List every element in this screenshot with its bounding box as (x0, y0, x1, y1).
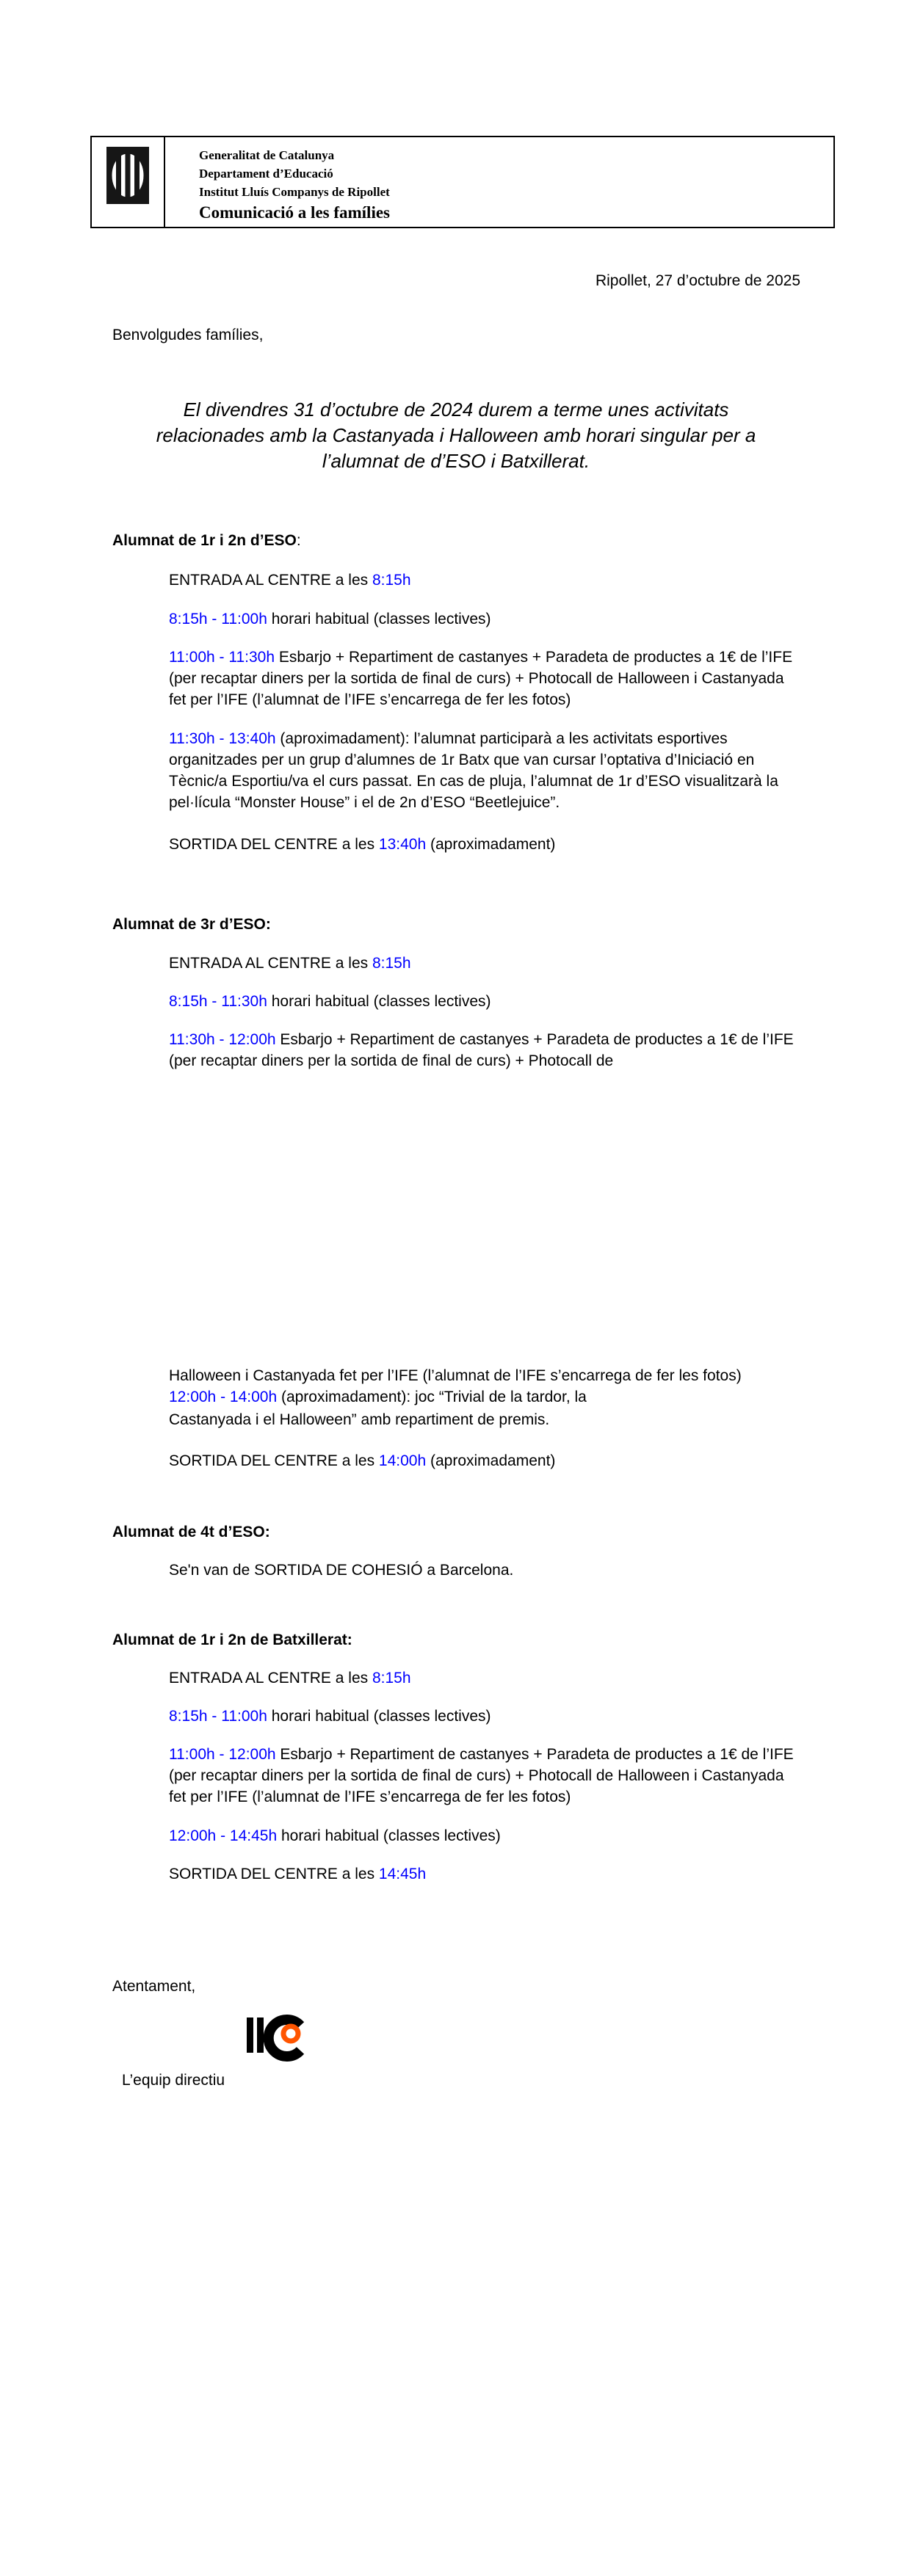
item-text: (aproximadament) (426, 1452, 556, 1469)
header-text (165, 137, 390, 227)
time-range: 14:45h (378, 1866, 427, 1882)
item-text: Se'n van de SORTIDA DE COHESIÓ a Barcelona. (169, 1562, 514, 1579)
item-text: SORTIDA DEL CENTRE a les (169, 1452, 379, 1469)
time-range: 11:30h - 13:40h (169, 730, 276, 747)
item-text: Esbarjo + Repartiment de castanyes + Paradeta de productes a 1€ de l’IFE (per recaptar diners per la sortida de final de curs) + Photocall de Halloween i Castanyada fet per l’IFE (l’alumnat de l’IFE s’encarrega de fer les fotos) (169, 649, 793, 708)
item-text: horari habitual (classes lectives) (267, 611, 491, 627)
doc-type-title: Comunicació a les famílies (199, 203, 390, 222)
schedule-item (169, 570, 804, 591)
section-heading-batxillerat (112, 1629, 912, 1651)
item-text: ENTRADA AL CENTRE a les (169, 572, 372, 589)
time-range: 8:15h (372, 1670, 411, 1687)
schedule-item (169, 728, 804, 813)
item-text: horari habitual (classes lectives) (267, 1708, 491, 1725)
org-line-departament: Departament d’Educació (199, 167, 333, 181)
time-range: 8:15h (372, 955, 411, 972)
salutation: Benvolgudes famílies, (112, 327, 264, 343)
header-logo-cell (92, 137, 165, 227)
time-range: 11:30h - 12:00h (169, 1031, 276, 1048)
time-range: 8:15h - 11:00h (169, 611, 267, 627)
section-heading-text: Alumnat de 4t d’ESO: (112, 1524, 270, 1540)
date-line: Ripollet, 27 d’octubre de 2025 (595, 272, 800, 289)
intro-line: l’alumnat de d’ESO i Batxillerat. (322, 450, 590, 472)
schedule-item (169, 1386, 804, 1408)
item-text: horari habitual (classes lectives) (277, 1827, 501, 1844)
schedule-item (169, 991, 804, 1012)
section-heading-colon: : (296, 532, 301, 549)
item-text: (aproximadament): joc “Trivial de la tardor, la (277, 1389, 587, 1405)
org-line-institut: Institut Lluís Companys de Ripollet (199, 185, 390, 199)
item-text: Castanyada i el Halloween” amb repartiment de premis. (169, 1411, 550, 1428)
time-range: 12:00h - 14:00h (169, 1389, 278, 1405)
schedule-item (169, 1744, 804, 1808)
schedule-item (169, 953, 804, 974)
schedule-item (169, 1863, 804, 1885)
signer: L’equip directiu (122, 2072, 225, 2089)
schedule-item (169, 1706, 804, 1727)
time-range: 11:00h - 12:00h (169, 1746, 276, 1763)
schedule-item (169, 1825, 804, 1847)
time-range: 8:15h - 11:30h (169, 993, 267, 1010)
section-heading-4t-eso (112, 1521, 912, 1543)
time-range: 12:00h - 14:45h (169, 1827, 278, 1844)
page-break-gap (0, 1071, 912, 1365)
schedule-item (169, 608, 804, 630)
intro-paragraph (0, 397, 912, 474)
section-heading-text: Alumnat de 3r d’ESO: (112, 916, 271, 933)
item-text: ENTRADA AL CENTRE a les (169, 955, 372, 972)
generalitat-seal-icon (106, 147, 149, 204)
farewell: Atentament, (112, 1978, 196, 1995)
item-text: (aproximadament) (426, 836, 556, 853)
section-heading-text: Alumnat de 1r i 2n de Batxillerat: (112, 1631, 352, 1648)
intro-line: relacionades amb la Castanyada i Halloween amb horari singular per a (156, 424, 756, 446)
schedule-item (169, 834, 804, 855)
schedule-item (169, 1560, 804, 1581)
org-line-generalitat: Generalitat de Catalunya (199, 148, 335, 162)
schedule-item (169, 1667, 804, 1689)
schedule-item (169, 1450, 804, 1471)
time-range: 8:15h (372, 572, 411, 589)
section-heading-3r-eso (112, 914, 912, 935)
item-text: SORTIDA DEL CENTRE a les (169, 836, 379, 853)
time-range: 11:00h - 11:30h (169, 649, 275, 666)
item-text: (aproximadament): l’alumnat participarà a les activitats esportives organitzades per un grup d’alumnes de 1r Batx que van cursar l’optativa d’Iniciació en Tècnic/a Esportiu/va el curs passat. En cas de pluja, l’alumnat de 1r d’ESO visualitzarà la pel·lícula “Monster House” i el de 2n d’ESO “Beetlejuice”. (169, 730, 778, 811)
item-text: ENTRADA AL CENTRE a les (169, 1670, 372, 1687)
institut-lluis-companys-logo (245, 2012, 314, 2064)
schedule-item (169, 1365, 804, 1386)
schedule-item (169, 1029, 804, 1071)
item-text: Esbarjo + Repartiment de castanyes + Paradeta de productes a 1€ de l’IFE (per recaptar diners per la sortida de final de curs) + Photocall de Halloween i Castanyada fet per l’IFE (l’alumnat de l’IFE s’encarrega de fer les fotos) (169, 1746, 794, 1805)
section-heading-1r-2n-eso (112, 530, 912, 551)
time-range: 13:40h (378, 836, 427, 853)
section-heading-text: Alumnat de 1r i 2n d’ESO (112, 532, 297, 549)
schedule-item (169, 1409, 804, 1430)
item-text: Halloween i Castanyada fet per l’IFE (l’alumnat de l’IFE s’encarrega de fer les fotos) (169, 1367, 742, 1384)
header-box (90, 136, 835, 228)
schedule-item (169, 647, 804, 710)
item-text: horari habitual (classes lectives) (267, 993, 491, 1010)
item-text: SORTIDA DEL CENTRE a les (169, 1866, 379, 1882)
time-range: 14:00h (378, 1452, 427, 1469)
time-range: 8:15h - 11:00h (169, 1708, 267, 1725)
intro-line: El divendres 31 d’octubre de 2024 durem a terme unes activitats (183, 399, 729, 421)
item-text: Esbarjo + Repartiment de castanyes + Paradeta de productes a 1€ de l’IFE (per recaptar diners per la sortida de final de curs) + Photocall de (169, 1031, 794, 1069)
